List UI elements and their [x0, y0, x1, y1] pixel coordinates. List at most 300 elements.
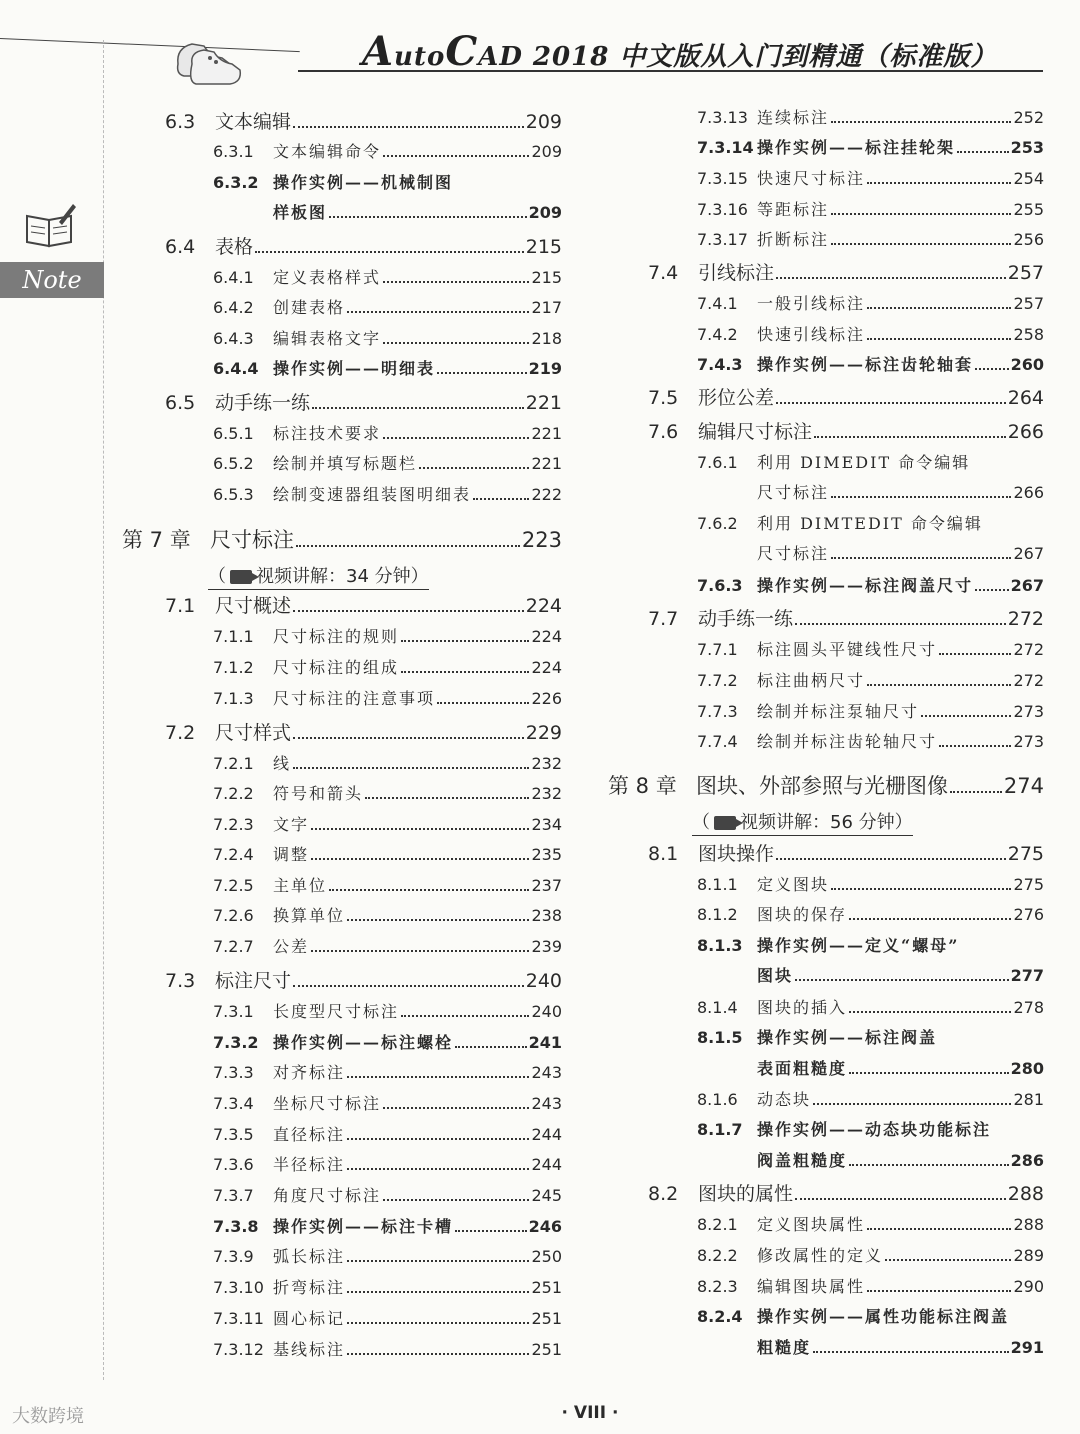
- toc-number: 7.3.13: [697, 108, 748, 127]
- toc-title: 尺寸标注: [757, 544, 830, 563]
- toc-number: 6.4.3: [213, 329, 254, 348]
- toc-title: 绘制并填写标题栏: [273, 454, 418, 473]
- toc-entry[interactable]: [648, 258, 1044, 285]
- toc-title: 操作实例——标注螺栓: [273, 1033, 454, 1052]
- toc-number: 6.5.3: [213, 485, 254, 504]
- toc-page: 260: [1010, 355, 1044, 374]
- toc-title: 标注圆头平键线性尺寸: [757, 640, 938, 659]
- toc-leader: [867, 1290, 1011, 1292]
- toc-page: 272: [1013, 671, 1044, 690]
- toc-number: 7.2.4: [213, 845, 254, 864]
- toc-page: 243: [531, 1094, 562, 1113]
- toc-number: 8.1.7: [697, 1120, 743, 1139]
- toc-leader: [255, 251, 524, 253]
- toc-page: 272: [1007, 608, 1044, 630]
- toc-entry[interactable]: [213, 265, 562, 288]
- toc-leader: [347, 1353, 529, 1355]
- toc-entry[interactable]: [697, 352, 1044, 375]
- toc-title: 定义图块: [757, 875, 830, 894]
- toc-entry[interactable]: [648, 604, 1044, 631]
- toc-number: 7.3.8: [213, 1217, 259, 1236]
- toc-page: 278: [1013, 998, 1044, 1017]
- toc-page: 221: [531, 454, 562, 473]
- toc-leader: [813, 1351, 1009, 1353]
- toc-title: 操作实例——属性功能标注阀盖: [757, 1307, 1010, 1326]
- toc-page: 221: [525, 392, 562, 414]
- toc-title: 折断标注: [757, 230, 830, 249]
- toc-number: 6.3.1: [213, 142, 254, 161]
- toc-entry[interactable]: [213, 1122, 562, 1145]
- toc-title: 阀盖粗糙度: [757, 1151, 848, 1170]
- toc-number: 7.3.4: [213, 1094, 254, 1113]
- toc-page: 240: [531, 1002, 562, 1021]
- toc-leader: [347, 1260, 529, 1262]
- toc-page: 257: [1007, 262, 1044, 284]
- toc-page: 274: [1003, 774, 1044, 798]
- toc-leader: [383, 437, 529, 439]
- toc-entry[interactable]: [213, 1214, 562, 1237]
- toc-leader: [401, 1015, 529, 1017]
- toc-entry[interactable]: [697, 1212, 1044, 1235]
- toc-entry[interactable]: [213, 1306, 562, 1329]
- toc-title: 样板图: [273, 203, 328, 222]
- toc-page: 209: [525, 111, 562, 133]
- video-camera-icon: [714, 816, 736, 830]
- toc-entry[interactable]: [213, 686, 562, 709]
- toc-page: 222: [531, 485, 562, 504]
- toc-leader: [795, 1198, 1006, 1200]
- toc-leader: [401, 671, 529, 673]
- toc-entry[interactable]: [697, 197, 1044, 220]
- toc-leader: [293, 737, 524, 739]
- toc-page: 238: [531, 906, 562, 925]
- toc-entry[interactable]: [213, 1337, 562, 1360]
- toc-title: 绘制并标注齿轮轴尺寸: [757, 732, 938, 751]
- toc-entry[interactable]: [213, 482, 562, 505]
- toc-number: 7.4.2: [697, 325, 738, 344]
- toc-title: 图块的插入: [757, 998, 848, 1017]
- toc-entry[interactable]: [648, 1179, 1044, 1206]
- toc-entry[interactable]: [165, 388, 562, 415]
- toc-number: 7.2.5: [213, 876, 254, 895]
- toc-title: 调整: [273, 845, 310, 864]
- toc-leader: [329, 216, 527, 218]
- toc-leader: [293, 767, 529, 769]
- toc-leader: [383, 281, 529, 283]
- toc-page: 275: [1013, 875, 1044, 894]
- video-text: 视频讲解：56 分钟）: [740, 812, 913, 833]
- toc-entry[interactable]: [697, 1274, 1044, 1297]
- toc-entry[interactable]: [213, 812, 562, 835]
- toc-leader: [867, 307, 1011, 309]
- toc-title: 操作实例——标注阀盖尺寸: [757, 576, 974, 595]
- toc-title: 标注尺寸: [215, 970, 292, 992]
- toc-title: 对齐标注: [273, 1063, 346, 1082]
- toc-page: 288: [1007, 1183, 1044, 1205]
- toc-title: 操作实例——机械制图: [273, 173, 454, 192]
- watermark: 大数跨境: [12, 1406, 84, 1427]
- toc-title: 圆心标记: [273, 1309, 346, 1328]
- toc-leader: [293, 126, 524, 128]
- toc-page: 224: [531, 658, 562, 677]
- toc-page: 289: [1013, 1246, 1044, 1265]
- toc-entry[interactable]: [213, 1152, 562, 1175]
- toc-title: 基线标注: [273, 1340, 346, 1359]
- toc-leader: [455, 1230, 527, 1232]
- toc-page: 257: [1013, 294, 1044, 313]
- toc-page: 251: [531, 1309, 562, 1328]
- toc-entry[interactable]: [757, 1056, 1044, 1079]
- toc-leader: [814, 436, 1006, 438]
- toc-leader: [347, 1138, 529, 1140]
- toc-leader: [975, 368, 1009, 370]
- toc-number: 7.3.5: [213, 1125, 254, 1144]
- toc-page: 209: [528, 203, 562, 222]
- toc-page: 221: [531, 424, 562, 443]
- toc-title: 形位公差: [698, 387, 775, 409]
- toc-page: 251: [531, 1278, 562, 1297]
- toc-number: 7.4.1: [697, 294, 738, 313]
- toc-title: 操作实例——动态块功能标注: [757, 1120, 992, 1139]
- toc-entry[interactable]: [697, 1117, 1044, 1140]
- toc-number: 第 7 章: [122, 528, 191, 552]
- toc-title: 文字: [273, 815, 310, 834]
- toc-entry[interactable]: [213, 1244, 562, 1267]
- toc-entry[interactable]: [165, 591, 562, 618]
- toc-entry[interactable]: [273, 200, 562, 223]
- toc-title: 标注技术要求: [273, 424, 382, 443]
- toc-leader: [437, 702, 529, 704]
- toc-page: 252: [1013, 108, 1044, 127]
- toc-page: 276: [1013, 905, 1044, 924]
- toc-number: 7.2.6: [213, 906, 254, 925]
- toc-entry[interactable]: [697, 1304, 1044, 1327]
- toc-number: 7.1: [165, 595, 196, 617]
- toc-page: 232: [531, 784, 562, 803]
- toc-number: 6.5.2: [213, 454, 254, 473]
- toc-entry[interactable]: [697, 668, 1044, 691]
- toc-leader: [329, 889, 529, 891]
- toc-page: 288: [1013, 1215, 1044, 1234]
- toc-title: 操作实例——定义“螺母”: [757, 936, 960, 955]
- note-label: Note: [0, 262, 104, 298]
- toc-page: 264: [1007, 387, 1044, 409]
- toc-title: 表面粗糙度: [757, 1059, 848, 1078]
- toc-entry[interactable]: [122, 524, 562, 554]
- margin-divider: [103, 40, 104, 1380]
- toc-leader: [867, 684, 1011, 686]
- toc-title: 创建表格: [273, 298, 346, 317]
- video-duration: [692, 808, 913, 836]
- toc-entry[interactable]: [213, 1030, 562, 1053]
- page-number: · VIII ·: [561, 1403, 619, 1423]
- toc-page: 267: [1013, 544, 1044, 563]
- toc-title: 图块的属性: [698, 1183, 794, 1205]
- toc-number: 6.3: [165, 111, 196, 133]
- toc-entry[interactable]: [697, 166, 1044, 189]
- toc-leader: [867, 182, 1011, 184]
- toc-leader: [939, 653, 1011, 655]
- toc-title: 标注曲柄尺寸: [757, 671, 866, 690]
- toc-leader: [849, 1011, 1011, 1013]
- toc-entry[interactable]: [213, 934, 562, 957]
- toc-page: 250: [531, 1247, 562, 1266]
- toc-entry[interactable]: [608, 770, 1044, 800]
- toc-entry[interactable]: [697, 450, 1044, 473]
- toc-leader: [311, 950, 529, 952]
- toc-number: 7.3.14: [697, 138, 754, 157]
- toc-page: 246: [528, 1217, 562, 1236]
- toc-title: 尺寸标注的规则: [273, 627, 400, 646]
- video-paren: （: [208, 566, 226, 587]
- toc-number: 6.5: [165, 392, 196, 414]
- toc-number: 8.1: [648, 843, 679, 865]
- toc-leader: [401, 640, 529, 642]
- video-paren: （: [692, 812, 710, 833]
- toc-title: 操作实例——明细表: [273, 359, 436, 378]
- toc-entry[interactable]: [697, 291, 1044, 314]
- toc-entry[interactable]: [213, 1091, 562, 1114]
- toc-page: 217: [531, 298, 562, 317]
- toc-number: 7.3.1: [213, 1002, 254, 1021]
- toc-number: 7.3: [165, 970, 196, 992]
- toc-number: 7.6.3: [697, 576, 743, 595]
- toc-entry[interactable]: [213, 624, 562, 647]
- toc-number: 6.4.1: [213, 268, 254, 287]
- toc-entry[interactable]: [697, 637, 1044, 660]
- toc-leader: [831, 121, 1011, 123]
- toc-leader: [950, 791, 1002, 793]
- toc-number: 6.3.2: [213, 173, 259, 192]
- toc-entry[interactable]: [757, 1335, 1044, 1358]
- shoes-logo-icon: [170, 34, 248, 90]
- toc-leader: [921, 715, 1011, 717]
- toc-page: 240: [525, 970, 562, 992]
- toc-page: 219: [528, 359, 562, 378]
- toc-leader: [831, 888, 1011, 890]
- toc-entry[interactable]: [165, 718, 562, 745]
- toc-entry[interactable]: [697, 933, 1044, 956]
- toc-number: 7.7.2: [697, 671, 738, 690]
- toc-title: 角度尺寸标注: [273, 1186, 382, 1205]
- toc-number: 第 8 章: [608, 774, 677, 798]
- toc-title: 坐标尺寸标注: [273, 1094, 382, 1113]
- toc-title: 一般引线标注: [757, 294, 866, 313]
- toc-entry[interactable]: [697, 573, 1044, 596]
- toc-entry[interactable]: [697, 105, 1044, 128]
- toc-page: 239: [531, 937, 562, 956]
- toc-leader: [347, 1076, 529, 1078]
- toc-page: 273: [1013, 702, 1044, 721]
- toc-page: 290: [1013, 1277, 1044, 1296]
- toc-number: 7.2: [165, 722, 196, 744]
- toc-entry[interactable]: [213, 170, 562, 193]
- toc-entry[interactable]: [165, 232, 562, 259]
- toc-number: 7.4: [648, 262, 679, 284]
- toc-leader: [293, 985, 524, 987]
- toc-entry[interactable]: [213, 751, 562, 774]
- toc-entry[interactable]: [697, 322, 1044, 345]
- toc-number: 7.1.2: [213, 658, 254, 677]
- toc-number: 6.4: [165, 236, 196, 258]
- toc-entry[interactable]: [213, 903, 562, 926]
- toc-title: 定义表格样式: [273, 268, 382, 287]
- toc-leader: [383, 1107, 529, 1109]
- toc-entry[interactable]: [697, 511, 1044, 534]
- toc-leader: [347, 1322, 529, 1324]
- toc-title: 操作实例——标注阀盖: [757, 1028, 938, 1047]
- toc-page: 291: [1010, 1338, 1044, 1357]
- toc-title: 长度型尺寸标注: [273, 1002, 400, 1021]
- toc-entry[interactable]: [648, 417, 1044, 444]
- toc-entry[interactable]: [213, 139, 562, 162]
- toc-entry[interactable]: [213, 999, 562, 1022]
- toc-page: 267: [1010, 576, 1044, 595]
- toc-title: 编辑表格文字: [273, 329, 382, 348]
- toc-entry[interactable]: [648, 839, 1044, 866]
- toc-number: 6.4.2: [213, 298, 254, 317]
- toc-entry[interactable]: [213, 326, 562, 349]
- video-duration: [208, 562, 429, 590]
- toc-entry[interactable]: [697, 1025, 1044, 1048]
- toc-number: 7.2.3: [213, 815, 254, 834]
- toc-page: 255: [1013, 200, 1044, 219]
- toc-entry[interactable]: [165, 966, 562, 993]
- toc-title: 编辑图块属性: [757, 1277, 866, 1296]
- book-title: AutoCAD 2018 中文版从入门到精通（标准版）: [362, 28, 998, 75]
- toc-entry[interactable]: [165, 107, 562, 134]
- toc-title: 半径标注: [273, 1155, 346, 1174]
- toc-leader: [347, 1291, 529, 1293]
- toc-leader: [849, 1164, 1009, 1166]
- toc-page: 253: [1010, 138, 1044, 157]
- toc-entry[interactable]: [213, 1060, 562, 1083]
- toc-entry[interactable]: [213, 451, 562, 474]
- toc-entry[interactable]: [213, 1275, 562, 1298]
- toc-leader: [975, 589, 1009, 591]
- toc-leader: [831, 557, 1011, 559]
- toc-entry[interactable]: [213, 1183, 562, 1206]
- toc-entry[interactable]: [697, 1087, 1044, 1110]
- toc-page: 244: [531, 1125, 562, 1144]
- toc-entry[interactable]: [697, 227, 1044, 250]
- toc-title: 换算单位: [273, 906, 346, 925]
- toc-title: 尺寸标注: [757, 483, 830, 502]
- toc-title: 表格: [215, 236, 254, 258]
- toc-entry[interactable]: [757, 1148, 1044, 1171]
- toc-leader: [795, 979, 1009, 981]
- toc-title: 图块操作: [698, 843, 775, 865]
- toc-title: 操作实例——标注挂轮架: [757, 138, 956, 157]
- toc-page: 241: [528, 1033, 562, 1052]
- toc-number: 8.2: [648, 1183, 679, 1205]
- toc-page: 254: [1013, 169, 1044, 188]
- toc-entry[interactable]: [697, 995, 1044, 1018]
- toc-page: 272: [1013, 640, 1044, 659]
- toc-leader: [383, 342, 529, 344]
- toc-entry[interactable]: [697, 902, 1044, 925]
- toc-leader: [813, 1103, 1011, 1105]
- header-rule-left: [0, 38, 300, 52]
- toc-entry[interactable]: [697, 699, 1044, 722]
- toc-leader: [867, 1228, 1011, 1230]
- toc-page: 224: [531, 627, 562, 646]
- toc-page: 234: [531, 815, 562, 834]
- toc-entry[interactable]: [213, 295, 562, 318]
- toc-entry[interactable]: [213, 781, 562, 804]
- toc-leader: [957, 151, 1009, 153]
- toc-page: 215: [531, 268, 562, 287]
- toc-title: 图块、外部参照与光栅图像: [696, 774, 948, 798]
- toc-entry[interactable]: [213, 655, 562, 678]
- toc-leader: [473, 498, 529, 500]
- toc-page: 256: [1013, 230, 1044, 249]
- toc-number: 7.2.1: [213, 754, 254, 773]
- toc-page: 209: [531, 142, 562, 161]
- toc-title: 等距标注: [757, 200, 830, 219]
- toc-number: 7.7.1: [697, 640, 738, 659]
- toc-title: 快速尺寸标注: [757, 169, 866, 188]
- toc-entry[interactable]: [213, 842, 562, 865]
- toc-leader: [383, 155, 529, 157]
- toc-entry[interactable]: [213, 873, 562, 896]
- toc-page: 218: [531, 329, 562, 348]
- toc-title: 线: [273, 754, 292, 773]
- toc-entry[interactable]: [648, 383, 1044, 410]
- toc-page: 286: [1010, 1151, 1044, 1170]
- toc-leader: [293, 610, 524, 612]
- toc-number: 7.3.15: [697, 169, 748, 188]
- toc-entry[interactable]: [697, 729, 1044, 752]
- toc-number: 7.5: [648, 387, 679, 409]
- toc-page: 215: [525, 236, 562, 258]
- toc-number: 7.7.3: [697, 702, 738, 721]
- toc-entry[interactable]: [697, 872, 1044, 895]
- toc-leader: [867, 338, 1011, 340]
- toc-title: 利用 DIMEDIT 命令编辑: [757, 453, 971, 472]
- toc-entry[interactable]: [213, 356, 562, 379]
- toc-leader: [312, 407, 524, 409]
- toc-leader: [831, 213, 1011, 215]
- toc-leader: [437, 372, 527, 374]
- toc-entry[interactable]: [697, 1243, 1044, 1266]
- toc-leader: [455, 1046, 527, 1048]
- toc-title: 文本编辑: [215, 111, 292, 133]
- toc-page: 235: [531, 845, 562, 864]
- toc-title: 操作实例——标注齿轮轴套: [757, 355, 974, 374]
- toc-number: 7.3.7: [213, 1186, 254, 1205]
- toc-page: 280: [1010, 1059, 1044, 1078]
- toc-number: 8.1.3: [697, 936, 743, 955]
- toc-leader: [296, 545, 520, 547]
- toc-entry[interactable]: [757, 963, 1044, 986]
- toc-number: 8.2.1: [697, 1215, 738, 1234]
- toc-entry[interactable]: [697, 135, 1044, 158]
- toc-title: 尺寸标注的组成: [273, 658, 400, 677]
- toc-title: 绘制并标注泵轴尺寸: [757, 702, 920, 721]
- toc-entry[interactable]: [757, 480, 1044, 503]
- toc-leader: [419, 467, 529, 469]
- toc-entry[interactable]: [757, 541, 1044, 564]
- toc-leader: [849, 918, 1011, 920]
- toc-leader: [383, 1199, 529, 1201]
- toc-title: 编辑尺寸标注: [698, 421, 813, 443]
- toc-entry[interactable]: [213, 421, 562, 444]
- toc-title: 定义图块属性: [757, 1215, 866, 1234]
- video-camera-icon: [230, 570, 252, 584]
- toc-leader: [795, 623, 1006, 625]
- toc-page: 266: [1007, 421, 1044, 443]
